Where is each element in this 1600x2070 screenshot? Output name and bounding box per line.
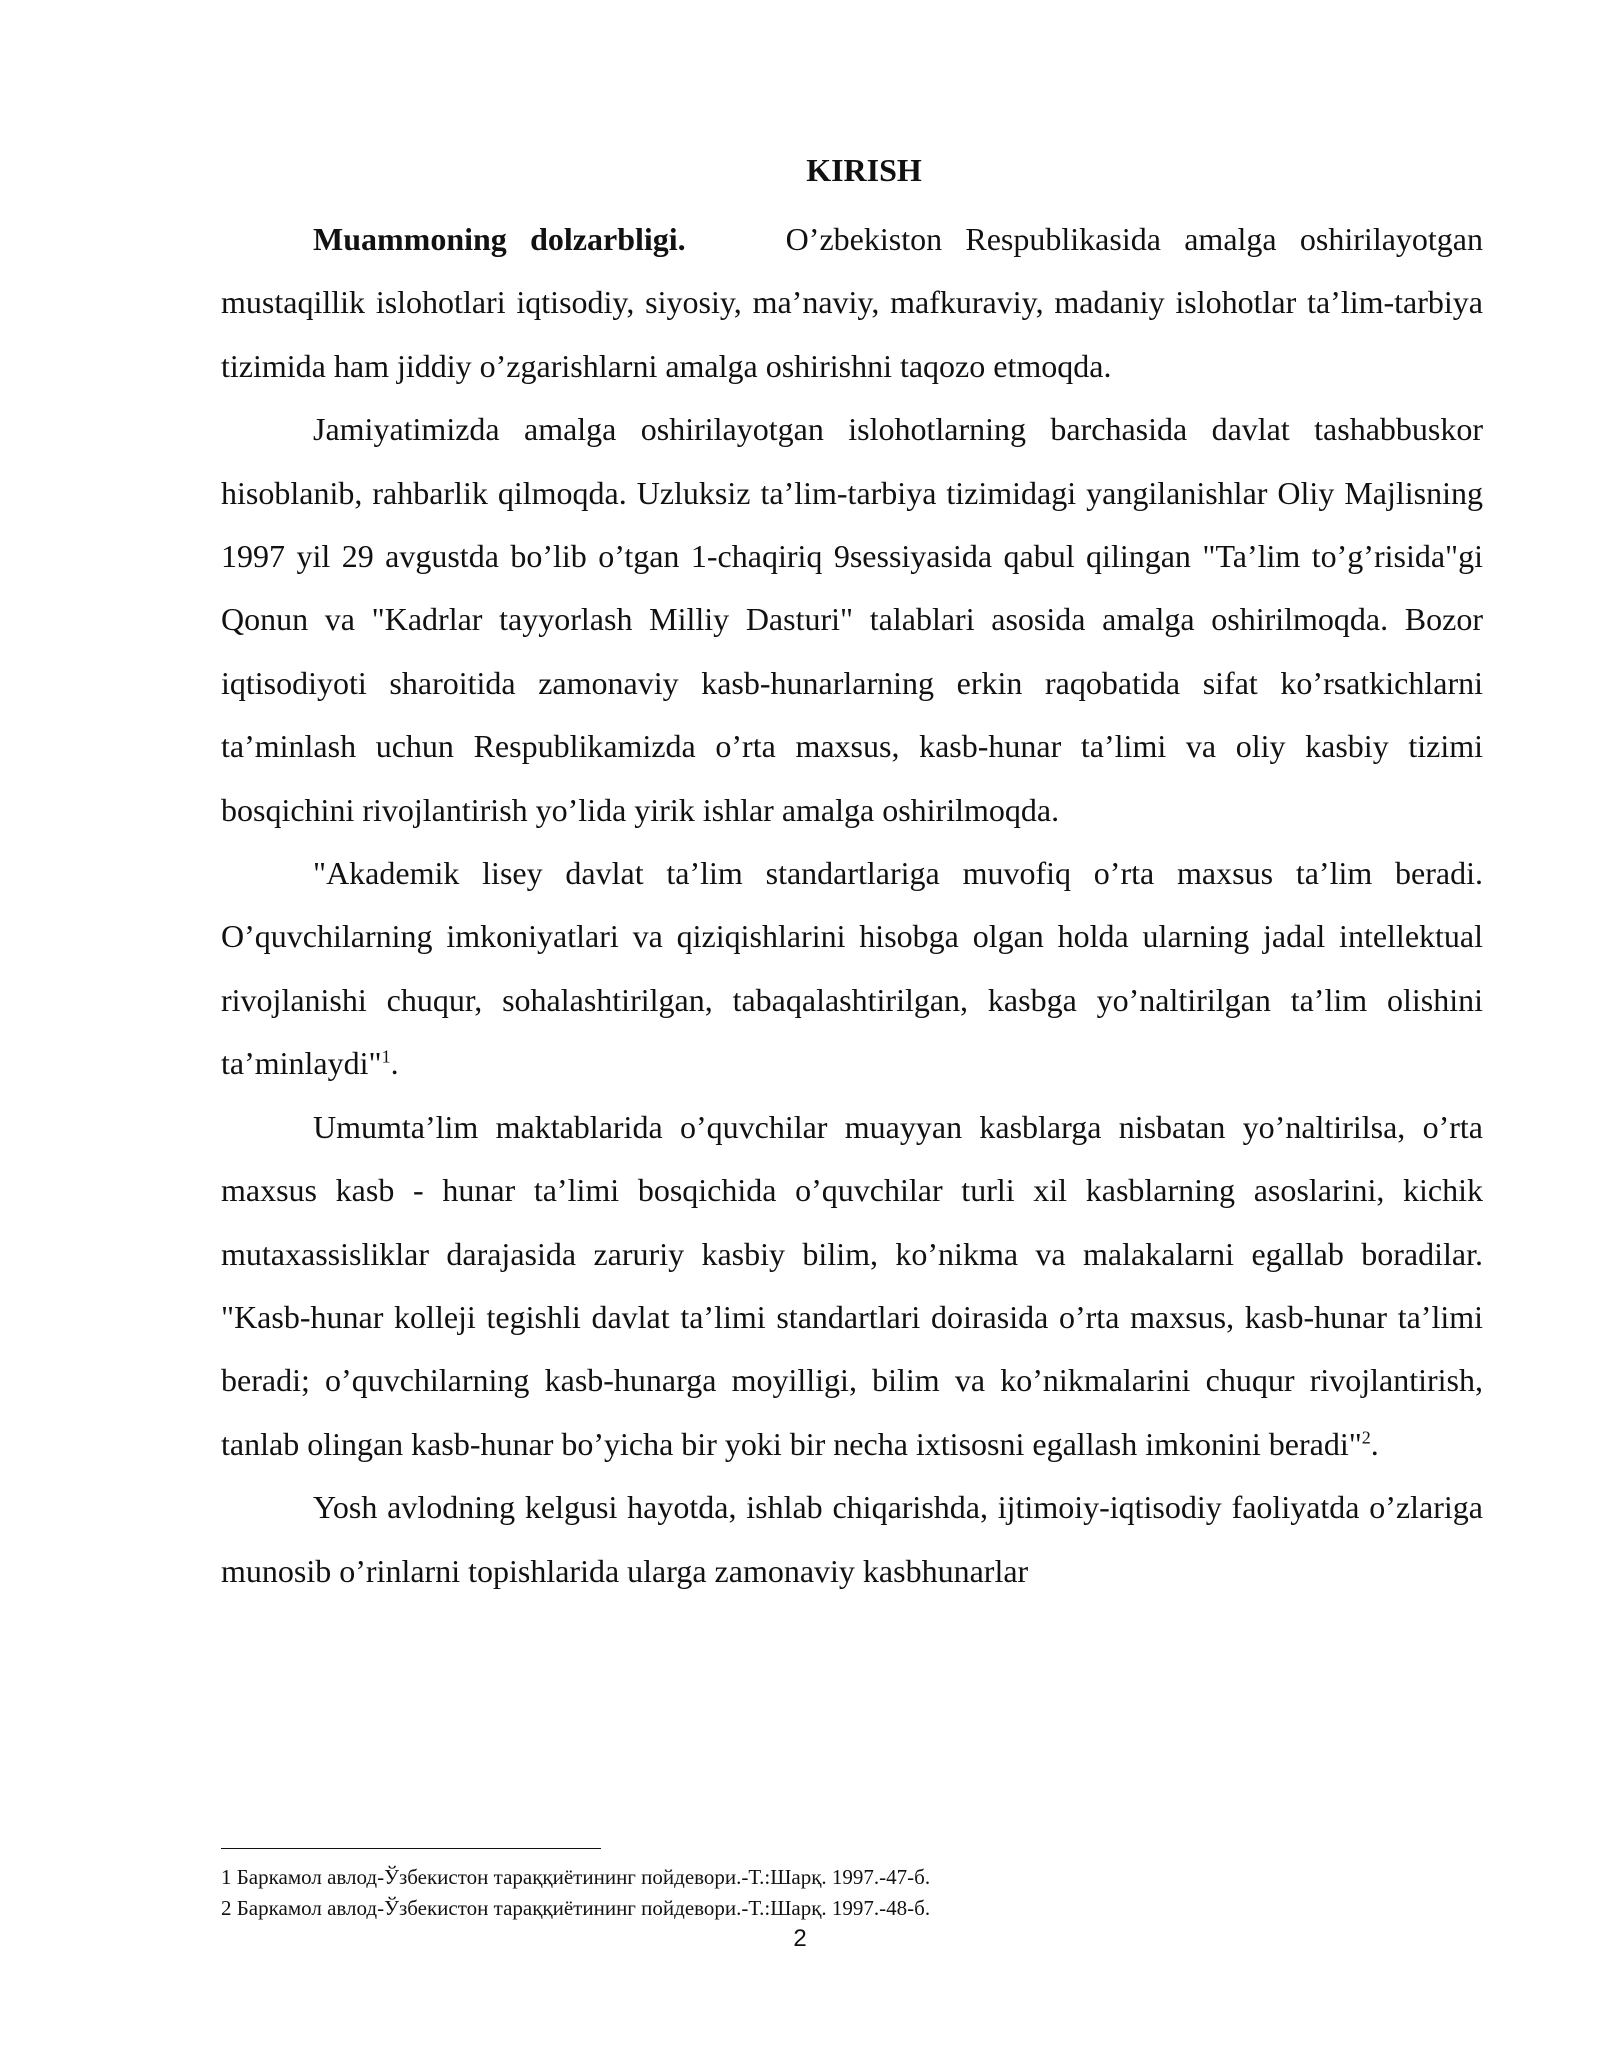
intro-lead: Muammoning dolzarbligi. (313, 221, 686, 257)
footnote-2: 2 Баркамол авлод-Ўзбекистон тараққиётининг пойдевори.-Т.:Шарқ. 1997.-48-б. (221, 1896, 931, 1920)
paragraph-vocational-college (221, 1096, 1483, 1476)
paragraph-young-generation: Yosh avlodning kelgusi hayotda, ishlab chiqarishda, ijtimoiy-iqtisodiy faoliyatda o’zlariga munosib o’rinlarni topishlarida ularga zamonaviy kasbhunarlar (221, 1489, 1483, 1589)
quote2-text: Umumta’lim maktablarida o’quvchilar muayyan kasblarga nisbatan yo’naltirilsa, o’rta maxsus kasb - hunar ta’limi bosqichida o’quvchilar turli xil kasblarning asoslarini, kichik mutaxassisliklar darajasida zaruriy kasbiy bilim, ko’nikma va malakalarni egallab boradilar. "Kasb-hunar kolleji tegishli davlat ta’limi standartlari doirasida o’rta maxsus, kasb-hunar ta’limi beradi; o’quvchilarning kasb-hunarga moyilligi, bilim va ko’nikmalarini chuqur rivojlantirish, tanlab olingan kasb-hunar bo’yicha bir yoki bir necha ixtisosni egallash imkonini beradi" (221, 1108, 1483, 1462)
intro-text: O’zbekiston Respublikasida amalga oshirilayotgan mustaqillik islohotlari iqtisodiy, siyosiy, ma’naviy, mafkuraviy, madaniy islohotlar ta’lim-tarbiya tizimida ham jiddiy o’zgarishlarni amalga oshirishni taqozo etmoqda. (221, 221, 1484, 384)
paragraph-reforms: Jamiyatimizda amalga oshirilayotgan islohotlarning barchasida davlat tashabbuskor hisoblanib, rahbarlik qilmoqda. Uzluksiz ta’lim-tarbiya tizimidagi yangilanishlar Oliy Majlisning 1997 yil 29 avgustda bo’lib o’tgan 1-chaqiriq 9sessiyasida qabul qilingan "Ta’lim to’g’risida"gi Qonun va "Kadrlar tayyorlash Milliy Dasturi" talablari asosida amalga oshirilmoqda. Bozor iqtisodiyoti sharoitida zamonaviy kasb-hunarlarning erkin raqobatida sifat ko’rsatkichlarni ta’minlash uchun Respublikamizda o’rta maxsus, kasb-hunar ta’limi va oliy kasbiy tizimi bosqichini rivojlantirish yo’lida yirik ishlar amalga oshirilmoqda. (221, 411, 1483, 828)
page-heading: KIRISH (806, 152, 922, 188)
intro-paragraph (221, 208, 1483, 398)
paragraph-academic-lyceum (221, 842, 1483, 1096)
footnote-ref-2[interactable]: 2 (1361, 1427, 1371, 1448)
quote2-end: . (1370, 1425, 1379, 1462)
quote1-end: . (390, 1045, 399, 1082)
footnote-ref-1[interactable]: 1 (381, 1046, 391, 1067)
page-number: 2 (793, 1925, 807, 1952)
footnote-separator (221, 1848, 601, 1849)
main-content (221, 146, 1483, 1603)
quote1-text: "Akademik lisey davlat ta’lim standartlariga muvofiq o’rta maxsus ta’lim beradi. O’quvchilarning imkoniyatlari va qiziqishlarini hisobga olgan holda ularning jadal intellektual rivojlanishi chuqur, sohalashtirilgan, tabaqalashtirilgan, kasbga yo’naltirilgan ta’lim olishini ta’minlaydi" (221, 855, 1483, 1082)
footnotes (221, 1862, 1483, 1924)
footnote-1: 1 Баркамол авлод-Ўзбекистон тараққиётининг пойдевори.-Т.:Шарқ. 1997.-47-б. (221, 1865, 931, 1889)
